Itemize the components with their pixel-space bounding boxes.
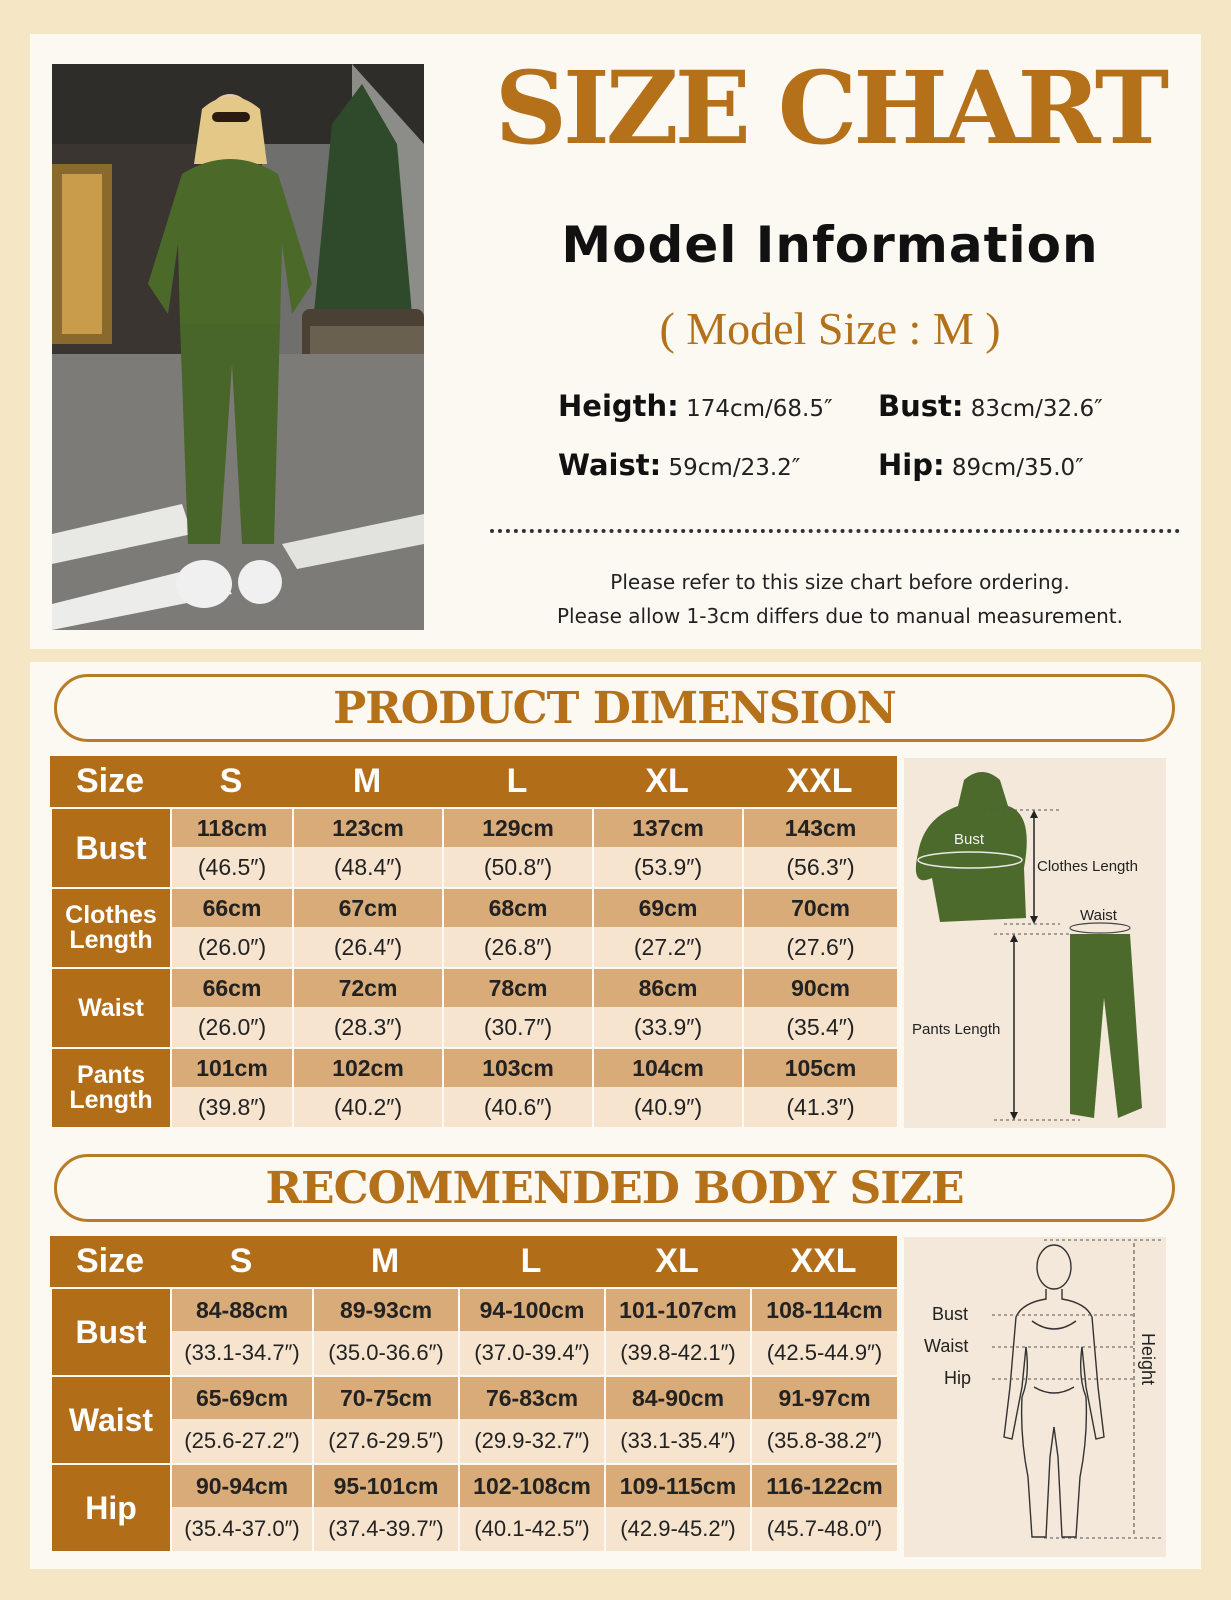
cell-value: (37.4-39.7″)	[312, 1507, 458, 1551]
row-label-hip: Hip	[50, 1463, 170, 1551]
cell-value: 137cm	[592, 807, 742, 847]
cell-value: (50.8″)	[442, 847, 592, 887]
table-row	[50, 1007, 897, 1047]
size-chart-title: SIZE CHART	[494, 49, 1166, 167]
product-dimension-table	[50, 756, 897, 1127]
header-s: S	[170, 756, 292, 807]
recommended-body-size-header	[54, 1154, 1175, 1222]
table-row	[50, 1463, 897, 1507]
cell-value: (48.4″)	[292, 847, 442, 887]
header-m: M	[292, 756, 442, 807]
cell-value: 78cm	[442, 967, 592, 1007]
cell-value: 118cm	[170, 807, 292, 847]
table-row	[50, 887, 897, 927]
table-row	[50, 1331, 897, 1375]
cell-value: 143cm	[742, 807, 897, 847]
table-row	[50, 1047, 897, 1087]
cell-value: 101-107cm	[604, 1287, 750, 1331]
header-m: M	[312, 1236, 458, 1287]
diagram-pants-length-label: Pants Length	[912, 1021, 1001, 1038]
cell-value: (39.8-42.1″)	[604, 1331, 750, 1375]
model-height	[558, 389, 833, 423]
cell-value: (40.9″)	[592, 1087, 742, 1127]
cell-value: (40.6″)	[442, 1087, 592, 1127]
cell-value: (26.4″)	[292, 927, 442, 967]
pants-icon	[1070, 934, 1142, 1118]
hip-value: 89cm/35.0″	[951, 455, 1084, 481]
cell-value: 69cm	[592, 887, 742, 927]
header-s: S	[170, 1236, 312, 1287]
model-info-panel	[30, 34, 1201, 649]
cell-value: (35.8-38.2″)	[750, 1419, 897, 1463]
row-label-clothes-length: Clothes Length	[50, 887, 170, 967]
cell-value: 116-122cm	[750, 1463, 897, 1507]
table-row	[50, 807, 897, 847]
cell-value: (26.0″)	[170, 1007, 292, 1047]
cell-value: 123cm	[292, 807, 442, 847]
garment-diagram	[904, 758, 1166, 1128]
model-photo	[52, 64, 424, 630]
body-diagram	[904, 1237, 1166, 1557]
row-label-bust: Bust	[50, 1287, 170, 1375]
model-bust	[878, 389, 1103, 423]
header-l: L	[458, 1236, 604, 1287]
cell-value: 68cm	[442, 887, 592, 927]
cell-value: (27.6-29.5″)	[312, 1419, 458, 1463]
product-dimension-header	[54, 674, 1175, 742]
cell-value: 129cm	[442, 807, 592, 847]
cell-value: (45.7-48.0″)	[750, 1507, 897, 1551]
model-waist	[558, 448, 800, 482]
diagram-waist-label: Waist	[924, 1336, 969, 1356]
cell-value: (27.2″)	[592, 927, 742, 967]
cell-value: 109-115cm	[604, 1463, 750, 1507]
cell-value: (33.1-35.4″)	[604, 1419, 750, 1463]
header-l: L	[442, 756, 592, 807]
cell-value: 67cm	[292, 887, 442, 927]
cell-value: 102-108cm	[458, 1463, 604, 1507]
cell-value: (33.9″)	[592, 1007, 742, 1047]
cell-value: 70-75cm	[312, 1375, 458, 1419]
header-xxl: XXL	[742, 756, 897, 807]
cell-value: (26.8″)	[442, 927, 592, 967]
model-size-label: ( Model Size : M )	[659, 303, 1001, 354]
cell-value: (42.5-44.9″)	[750, 1331, 897, 1375]
size-tables-panel	[30, 662, 1201, 1569]
diagram-hip-label: Hip	[944, 1368, 972, 1388]
cell-value: 89-93cm	[312, 1287, 458, 1331]
cell-value: (35.0-36.6″)	[312, 1331, 458, 1375]
diagram-height-label: Height	[1138, 1333, 1158, 1386]
header-size: Size	[50, 1236, 170, 1287]
cell-value: 72cm	[292, 967, 442, 1007]
cell-value: (40.1-42.5″)	[458, 1507, 604, 1551]
table-row	[50, 1419, 897, 1463]
cell-value: 76-83cm	[458, 1375, 604, 1419]
product-dimension-title: PRODUCT DIMENSION	[333, 682, 896, 734]
table-row	[50, 1375, 897, 1419]
diagram-waist-label: Waist	[1080, 907, 1117, 924]
cell-value: (33.1-34.7″)	[170, 1331, 312, 1375]
height-value: 174cm/68.5″	[686, 396, 833, 422]
cell-value: 105cm	[742, 1047, 897, 1087]
height-label: Heigth:	[558, 389, 679, 423]
cell-value: (41.3″)	[742, 1087, 897, 1127]
header-size: Size	[50, 756, 170, 807]
header-xl: XL	[604, 1236, 750, 1287]
cell-value: 95-101cm	[312, 1463, 458, 1507]
table-row	[50, 1087, 897, 1127]
row-label-pants-length: Pants Length	[50, 1047, 170, 1127]
cell-value: 90cm	[742, 967, 897, 1007]
cell-value: 66cm	[170, 967, 292, 1007]
recommended-body-size-title: RECOMMENDED BODY SIZE	[265, 1162, 964, 1214]
model-information-heading: Model Information	[561, 216, 1099, 274]
diagram-bust-label: Bust	[954, 831, 985, 848]
table-header-row	[50, 756, 897, 807]
waist-label: Waist:	[558, 448, 662, 482]
note-allowance: Please allow 1-3cm differs due to manual measurement.	[556, 604, 1124, 628]
row-label-bust: Bust	[50, 807, 170, 887]
diagram-bust-label: Bust	[932, 1304, 969, 1324]
cell-value: 86cm	[592, 967, 742, 1007]
cell-value: (35.4-37.0″)	[170, 1507, 312, 1551]
table-row	[50, 1287, 897, 1331]
cell-value: (28.3″)	[292, 1007, 442, 1047]
cell-value: 94-100cm	[458, 1287, 604, 1331]
diagram-clothes-length-label: Clothes Length	[1037, 858, 1138, 875]
cell-value: (53.9″)	[592, 847, 742, 887]
cell-value: (30.7″)	[442, 1007, 592, 1047]
table-row	[50, 927, 897, 967]
cell-value: (35.4″)	[742, 1007, 897, 1047]
cell-value: 84-90cm	[604, 1375, 750, 1419]
cell-value: 90-94cm	[170, 1463, 312, 1507]
hip-label: Hip:	[878, 448, 945, 482]
cell-value: 91-97cm	[750, 1375, 897, 1419]
body-outline-icon	[1004, 1245, 1104, 1537]
cell-value: (46.5″)	[170, 847, 292, 887]
cell-value: 84-88cm	[170, 1287, 312, 1331]
table-header-row	[50, 1236, 897, 1287]
bust-label: Bust:	[878, 389, 964, 423]
row-label-waist: Waist	[50, 1375, 170, 1463]
cell-value: 66cm	[170, 887, 292, 927]
note-refer: Please refer to this size chart before ordering.	[610, 570, 1070, 594]
cell-value: 104cm	[592, 1047, 742, 1087]
cell-value: 70cm	[742, 887, 897, 927]
row-label-waist: Waist	[50, 967, 170, 1047]
cell-value: (25.6-27.2″)	[170, 1419, 312, 1463]
table-row	[50, 847, 897, 887]
header-xxl: XXL	[750, 1236, 897, 1287]
table-row	[50, 1507, 897, 1551]
cell-value: 65-69cm	[170, 1375, 312, 1419]
waist-value: 59cm/23.2″	[668, 455, 801, 481]
cell-value: 102cm	[292, 1047, 442, 1087]
header-xl: XL	[592, 756, 742, 807]
cell-value: (42.9-45.2″)	[604, 1507, 750, 1551]
cell-value: (40.2″)	[292, 1087, 442, 1127]
cell-value: (26.0″)	[170, 927, 292, 967]
cell-value: (27.6″)	[742, 927, 897, 967]
recommended-body-size-table	[50, 1236, 897, 1551]
cell-value: (39.8″)	[170, 1087, 292, 1127]
model-hip	[878, 448, 1084, 482]
cell-value: (29.9-32.7″)	[458, 1419, 604, 1463]
cell-value: (56.3″)	[742, 847, 897, 887]
cell-value: 108-114cm	[750, 1287, 897, 1331]
cell-value: (37.0-39.4″)	[458, 1331, 604, 1375]
dotted-divider	[490, 529, 1180, 533]
cell-value: 101cm	[170, 1047, 292, 1087]
cell-value: 103cm	[442, 1047, 592, 1087]
table-row	[50, 967, 897, 1007]
bust-value: 83cm/32.6″	[970, 396, 1103, 422]
